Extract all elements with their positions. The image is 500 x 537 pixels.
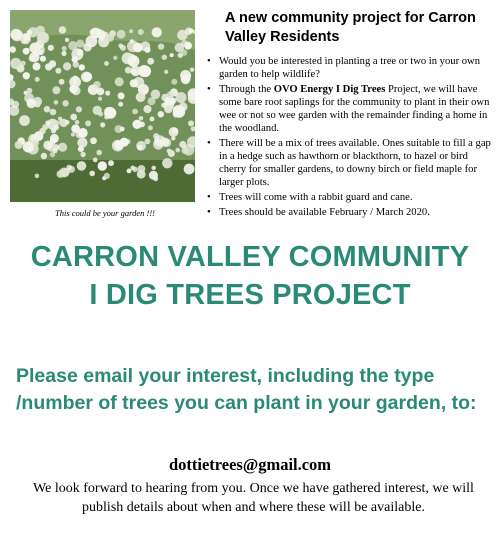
blossom-tree-image xyxy=(10,10,195,202)
bullet-item: • Trees will come with a rabbit guard and cane. xyxy=(205,191,495,204)
email-address[interactable]: dottietrees@gmail.com xyxy=(168,455,332,474)
photo-caption: This could be your garden !!! xyxy=(54,208,156,218)
closing-message: We look forward to hearing from you. Once we have gathered interest, we will publish details about when and where these will be available. xyxy=(33,481,474,515)
project-title xyxy=(0,238,500,314)
bullet-item: • Through the OVO Energy I Dig Trees Project, we will have some bare root saplings for the community to plant in their own wee or not so wee garden with the remainder finding a home in the woodland. xyxy=(205,83,495,135)
project-title-line-1: CARRON VALLEY COMMUNITY xyxy=(30,241,470,273)
sponsor-project-name: OVO Energy I Dig Trees xyxy=(273,84,386,95)
bullet-item: • Trees should be available February / March 2020. xyxy=(205,206,495,219)
notice-heading: A new community project for Carron Valley Residents xyxy=(225,10,476,45)
project-details-list xyxy=(205,55,495,221)
bullet-item: • Would you be interested in planting a tree or two in your own garden to help wildlife? xyxy=(205,55,495,81)
project-title-line-2: I DIG TREES PROJECT xyxy=(89,279,411,311)
hawthorn-photo xyxy=(10,10,195,202)
email-prompt: Please email your interest, including the type /number of trees you can plant in your garden, to: xyxy=(16,365,477,414)
bullet-item: • There will be a mix of trees available. Ones suitable to fill a gap in a hedge such as hawthorn or blackthorn, to hazel or bird cherry for smaller gardens, to downy birch or field maple for larger plots. xyxy=(205,137,495,189)
